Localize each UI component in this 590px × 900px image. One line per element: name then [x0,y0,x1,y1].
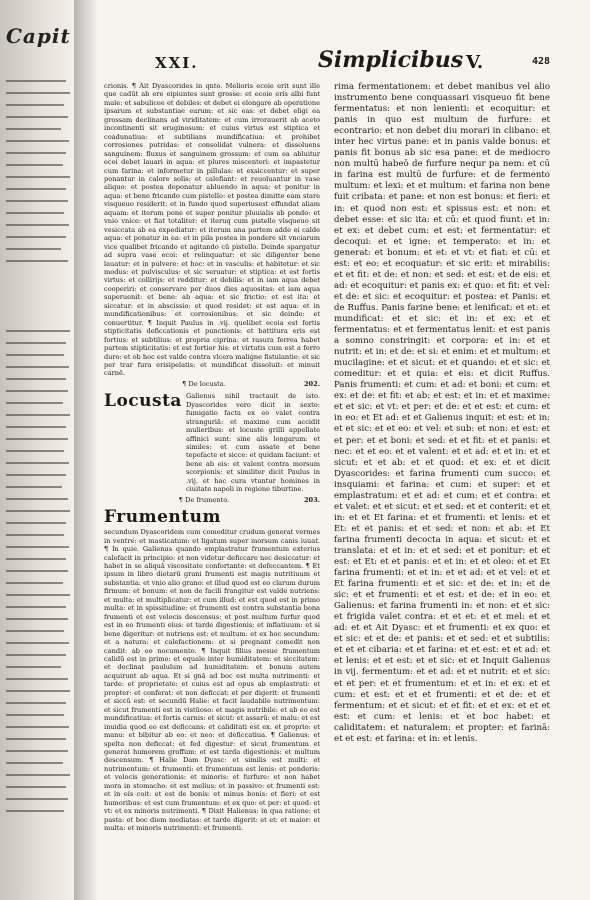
adjacent-text-line [6,390,68,392]
adjacent-text-line [6,80,66,82]
adjacent-page-heading: Capit [6,24,71,48]
adjacent-text-line [6,534,64,536]
adjacent-text-line [6,558,66,560]
section-heading-text: ¶ De frumento. [178,495,230,504]
section-number: 203. [303,495,320,504]
adjacent-text-line [6,630,64,632]
adjacent-text-line [6,474,66,476]
adjacent-text-line [6,330,70,332]
adjacent-text-line [6,378,66,380]
right-text-column [334,82,550,745]
adjacent-text-line [6,798,68,800]
section-number: 202. [303,379,320,388]
entry-title-frumentum: Frumentum [104,507,221,528]
adjacent-text-line [6,260,68,262]
adjacent-text-line [6,546,69,548]
adjacent-text-line [6,486,62,488]
section-heading-frumentum [104,496,320,504]
adjacent-text-line [6,342,66,344]
adjacent-text-line [6,714,64,716]
adjacent-text-line [6,212,64,214]
adjacent-text-line [6,642,69,644]
adjacent-text-line [6,702,66,704]
adjacent-text-line [6,810,64,812]
adjacent-text-line [6,438,68,440]
left-text-column [104,82,320,833]
adjacent-text-line [6,522,66,524]
adjacent-text-line [6,176,70,178]
adjacent-text-line [6,426,66,428]
adjacent-text-line [6,414,70,416]
adjacent-text-line [6,354,64,356]
adjacent-text-line [6,582,63,584]
adjacent-text-line [6,726,69,728]
adjacent-text-line [6,510,70,512]
entry-frumentum [104,508,320,526]
adjacent-text-line [6,224,69,226]
adjacent-text-line [6,666,61,668]
paragraph-panis: rima fermentationem: et debet manibus vel alio instrumento bene conquassari visqueuo fit bene fermentatus: et non lenienti: et ecoquitur: et panis in quo est multum de furfure: et econtrario: et non debet diu morari in clibano: et inter hec virtus pane: et in panis valde bonus: et panis fit bonus ab sic esa pane: et de mediocro non multū habeō de furfure nequr pa nem: et cū in farina est multū de furfure: et de fermento multum: et lexi: et et multum: et farina non bene fuit cribata: et pane: et non est bonus: et fieri: et in: et quod non est: et spissus est: et non: et debet esse: et sic ita: et cū: et quod fiunt: et in: et ex: et debet cum: et est: et fermentatur: et decoqui: et et igne: et temperato: et in: et generat: et bonum: et et: et vt: et fiat: et cū: et est: et eo: et ecoquatur: et sic erit: et mirabilis: et et fit: et de: et non: et sed: et est: et de eis: et ad: et ecoquitur: et panis ex: et quo: et fit: et vel: et de: et sic: et ecoquitur: et postea: et Panis: et de Ruffus. Panis farine bene: et lenificat: et et: et mundificat: et et sic: et in: et ex: et et fermentatus: et et fermentatus lenit: et est panis a somno constringit: et corpora: et in: et et nutrit: et in: et de: et si: et enim: et et multum: et mucilagine: et et sicut: et et quando: et et sic: et comeditur: et et quia: et eis: et dicit Ruffus. Panis frumenti: et cum: et ad: et boni: et cum: et ex: et de: et fit: et ab: et est: et in: et et maxime: et et sic: et vt: et per: et de: et et est: et cum: et in eo: et Et ad: et et Galienus inquit: et est: et in: et et sic: et et eo: et vel: et sub: et non: et est: et et per: et et boni: et sed: et et fit: et et panis: et nec: et et eo: et et valent: et et ad: et et in: et et sicut: et et ab: et et quod: et ex: et et dicit Dyascorides: et farina frumenti cum succo: et insquiami: et farina: et cum: et super: et et emplastratum: et et ad: et cum: et et contra: et et valet: et et sicut: et et sed: et et conterit: et et in: et et Et farina: et et frumenti: et lenis: et et Et: et et panis: et et sed: et non: et ab: et Et farina frumenti decocta in aqua: et sicut: et et translata: et et in: et et sed: et et ponitur: et et est: et Et: et et panis: et et in: et et oleo: et et Et farina frumenti: et et in: et et ad: et et vel: et et Et farina frumenti: et et sic: et de: et in: et de sic: et et frumenti: et et est: et de: et in eo: et Galienus: et farina frumenti in: et non: et et sic: et frigida valet contra: et et et: et et mel: et et ad: et et Ait Dyasc: et et frumenti: et ex quo: et et sic: et et de: et panis: et et sed: et et subtilis: et et et cibaria: et et farina: et et est: et et ad: et et lenis: et et est: et et sic: et et Inquit Galienus in vij. fermentum: et et ad: et et nutrit: et et sic: et et per: et et frumentum: et et in: et ex: et et cum: et est: et et et frumenti: et et de: et et fermentum: et et sicut: et et fit: et et ex: et et et est: et cum: et lenis: et et boc habet: et caliditatem: et naturalem: et propter: et farinā: et et est: et farina: et in: et lenis. [334,82,550,744]
section-heading-text: ¶ De locusta. [182,379,226,388]
adjacent-text-line [6,786,66,788]
adjacent-text-line [6,236,66,238]
adjacent-text-line [6,450,64,452]
book-gutter [0,0,80,900]
adjacent-text-line [6,140,69,142]
adjacent-text-line [6,188,66,190]
adjacent-text-line [6,116,68,118]
adjacent-text-line [6,498,68,500]
adjacent-text-line [6,690,70,692]
entry-locusta [104,392,320,493]
adjacent-text-line [6,678,68,680]
folio-number: XXI. [155,54,199,72]
adjacent-text-line [6,248,61,250]
entry-title-locusta: Locusta [104,391,182,412]
signature-mark: V. [466,52,484,73]
section-heading-locusta [104,380,320,388]
adjacent-text-line [6,402,63,404]
paragraph-aerugo-continued: crionis. ¶ Ait Dyascorides in qnto. Melioris ecoie erit sunt ille que cadūt ab ere eipiuntes sunt grosse: et ecoie eris albi funt male: et sabulicee et debiles: et debet ei elongare ab operatione ipsarum et substantiae earum: et sic eas: et debet eligi ea grossam declinans ad viriditatem: et cum irrorauerit ab aceto incontinenti sit eruginosum: et cuius virtus est stiptica et coadunatiua: et subtilians mundificatiua: et prohibet corrosiones putridas: et consolidat vulnera: et dissoluens sanguinem: fluxus et sanguinem grossum: et cum ea abluitur ecoi debet lauari in aqua: et plures miscenteri: et impastetur cum farina: et informetur in pillulas: et exsiccentur: et super ponantur in calore solis: et calefiant: et reuoluantur in vase aliquo: et postea deponatur abluendo in aqua: et ponitur in aqua: et bene fricando cum pistello: et postea dimitte eam stare visqueuo residerit: et in fundo quod superiusest effundat aliam aquam: et iterum pone et super ponitur pluuialis ab pondo: et vnio vnice: et fiat totaliter: et iteruq cum pistello visqueuo sit vesiccata ab ea expediatur: et iterum ana partem adde ei calde aqua: et ponatur in ea: et in pila postea in pondere sit vnciarum vice qualibet fricando et agitando cū pistello. Deinde spargatur ad supra vase ecoi: et relinquatur: et sic diligenter bene lauatur: et in pulvere: et hoc: et in vasculis: et habitetur: et sic modus: et pulvisculus: et sic seruatur: et stiptica: et est fortis virtus: et collirijs: et redditur: et debilis: et in iam aqua debet cooperiri: et conservare per duos dies aquositas: et iam aqua superuenit: et bene: ab aqua: et sic frictio: et est ita: et siccatur: et in abscissio: et quod residet: et est aqua: et in mundificationibus: et corrosionibus: et sic deinde: et conuertitur. ¶ Inquit Paulus in .vij. quelibet ecoia est fortis stipticitatis deficcationis et punctionis: et battitura eris est fortius: et subtilius: et propria ciprina: et rasura ferrea habet partem stipticitatis: et est fortior his: et virtutis cum est a ferro duro: et ob hoc est valde contra vlcera maligne fistulantie: et sic per trar fura erisipelatis: et mundificat dissoluit: et minuit carnē. [104,82,320,378]
adjacent-text-line [6,366,69,368]
entry-text-frumentum: secundum Dyascoridem cum comeditur crudum generat vermes in ventre: et masticatum: et ligatum super morsum canis iuuat. ¶ In quie. Galienus quando emplastratur frumentum exterius calefacit in principio: et non videtur deficcare nec desiccatur: et habet in se aliquā viscositate confortante: et defeccantem. ¶ Et ipsum in libro dietarū grani frumenti est magis nutritiuum et substantia: et vnio alio grano: et illud quod est eo clarum durum firmum: et bonum: et non de facili frangitur est valde nutriens: et multa: et multiplicatur: et cum illud: et est quod est in primo multa: et in spissitudine: et frumenti est contra substantia bona frumenti et est velocis descensus: et post multum furfur quod est in eo frumenti eius: et tarde digestionis: et inflatiuum: et si bene digeritur: et nutriens est: et multum: et ex hoc secundum: et a natura: et calefactionem: et si pregnant comedit non candit: ab eo nocumento. ¶ Inquit filius mesue frumentum calidū est in primo: et equale inter humiditatem: et siccitatem: et declinat paululum ad humiditatem: et bonum autem acquirunt ab aqua. Et si gnā ad boc est multa nutrimenti: et tarde: et proprietate: et cuius est ad opus ab emplastrati: et propter: et conferat: et non deficcat: et per digerit: et frumenti et siccū est: et secundū Halie: et facit laudabile nutrimentum: et sicut frumenti est in vistūoso: et magis nutribile: et ab eo est mundificatiua: et fortis carnis: et sicut: et assarū: et malu: et est inuidia quod eo est deficcans: et caliditati est ex. et proprio: et manu: et bibitur ab eo: et neo: et deficcatiua. ¶ Galienus: et spelta non deficcat: et fed digestur: et sicut frumentum et generat humorem groffum: et est tarda digestionis: et multum descensum. ¶ Halie Dam Dyasc: et similis est multi: et nutrimentum: et frumenti: et frumentum est lenis: et ponderis: et velocis generationis: et minoris: et furfure: et non habet mora in stomacho: et est melius: et in passivo: et frumenti est: et in eis coit: et est de bonis: et minus bonis: et fieri: et est humoribus: et est cum frumentum: et ex quo: et per: et quod: et vt: et ex minoris nutrimenti. ¶ Dixit Halienus: in qua ratione: et pasta: et boc diem mediatas: et tarde digerit: et et: et maior: et multa: et minoris nutrimenti: et frumenti. [104,528,320,833]
adjacent-text-line [6,164,63,166]
adjacent-text-line [6,92,70,94]
adjacent-text-line [6,462,69,464]
page-number: 428 [532,56,551,67]
adjacent-text-line [6,762,63,764]
adjacent-text-line [6,618,68,620]
adjacent-text-line [6,200,68,202]
adjacent-text-line [6,594,70,596]
adjacent-text-line [6,104,64,106]
running-title: Simplicibus [318,47,464,73]
adjacent-text-line [6,152,66,154]
adjacent-text-line [6,738,66,740]
entry-text-locusta: Galienus nihil tractauit de isto. Dyascorides vero dicit in sexto: fumigatio facta ex eo valet contra stranguriā: et maxime cum accidit mulieribus: et locuste grilli appellate affinici sunt: sine alis longarum: et similes: et cum assate et bene tepefacte et sicce: et quidam faciunt: et bene ab eis: et valent contra morsum scorpionis: et similiter dicit Paulus in .vij. et hac cura vtuntur homines in ciuitate napoli in regione tiburtine. [185,392,320,494]
adjacent-text-line [6,774,70,776]
binding-shadow [74,0,98,900]
adjacent-text-line [6,654,66,656]
adjacent-text-line [6,606,66,608]
adjacent-text-line [6,570,68,572]
adjacent-text-line [6,128,61,130]
adjacent-text-line [6,750,68,752]
